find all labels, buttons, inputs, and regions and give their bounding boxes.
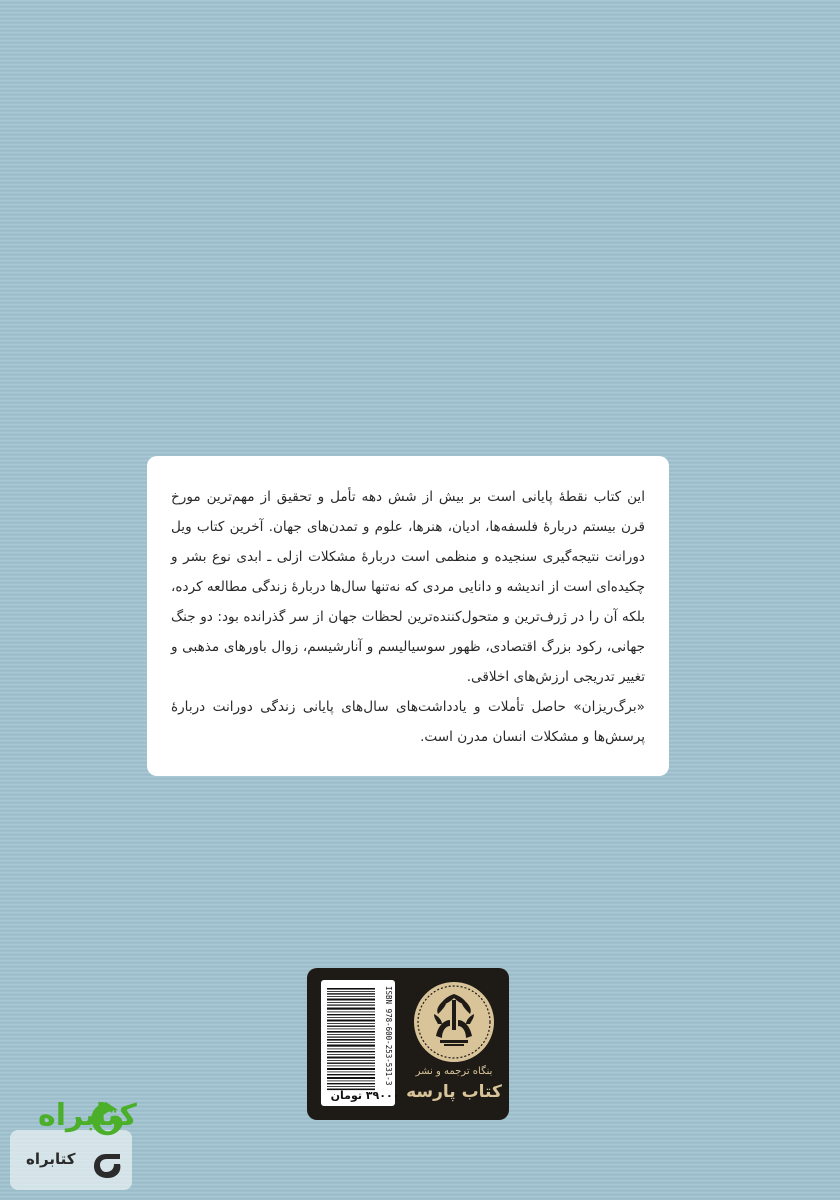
price-label: ۳۹۰۰۰ تومان xyxy=(330,1089,400,1102)
back-cover-blurb-box xyxy=(147,456,669,776)
watermark-brand-small: کتابراه xyxy=(26,1150,76,1168)
barcode-icon xyxy=(325,988,377,1092)
barcode-card xyxy=(321,980,400,1106)
blurb-paragraph: این کتاب نقطهٔ پایانی است بر بیش از شش دهه تأمل و تحقیق از مهم‌ترین مورخ قرن بیستم دربارهٔ فلسفه‌ها، ادیان، هنرها، علوم و تمدن‌های جهان. آخرین کتاب ویل دورانت نتیجه‌گیری سنجیده و منظمی است دربارهٔ مشکلات ازلی ـ ابدی نوع بشر و چکیده‌ای است از اندیشه و دانایی مردی که نه‌تنها سال‌ها دربارهٔ زندگی مطالعه کرده، بلکه آن را در ژرف‌ترین و متحول‌کننده‌ترین لحظات جهان از سر گذرانده بود: دو جنگ جهانی، رکود بزرگ اقتصادی، ظهور سوسیالیسم و آنارشیسم، زوال باورهای مذهبی و تغییر تدریجی ارزش‌های اخلاقی. xyxy=(171,489,645,685)
isbn-label: ISBN 978-600-253-531-3 xyxy=(384,986,393,1086)
publisher-subtitle: بنگاه ترجمه و نشر xyxy=(415,1066,493,1077)
publisher-name: کتاب پارسه xyxy=(406,1082,502,1102)
blurb-paragraph: «برگ‌ریزان» حاصل تأملات و یادداشت‌های سال‌های پایانی زندگی دورانت دربارهٔ پرسش‌ها و مشکلات انسان مدرن است. xyxy=(171,699,645,745)
publisher-emblem-icon xyxy=(412,980,496,1064)
watermark-brand-large: کتابراه xyxy=(38,1098,137,1133)
blurb-text xyxy=(171,482,645,752)
publisher-barcode-badge xyxy=(307,968,509,1120)
